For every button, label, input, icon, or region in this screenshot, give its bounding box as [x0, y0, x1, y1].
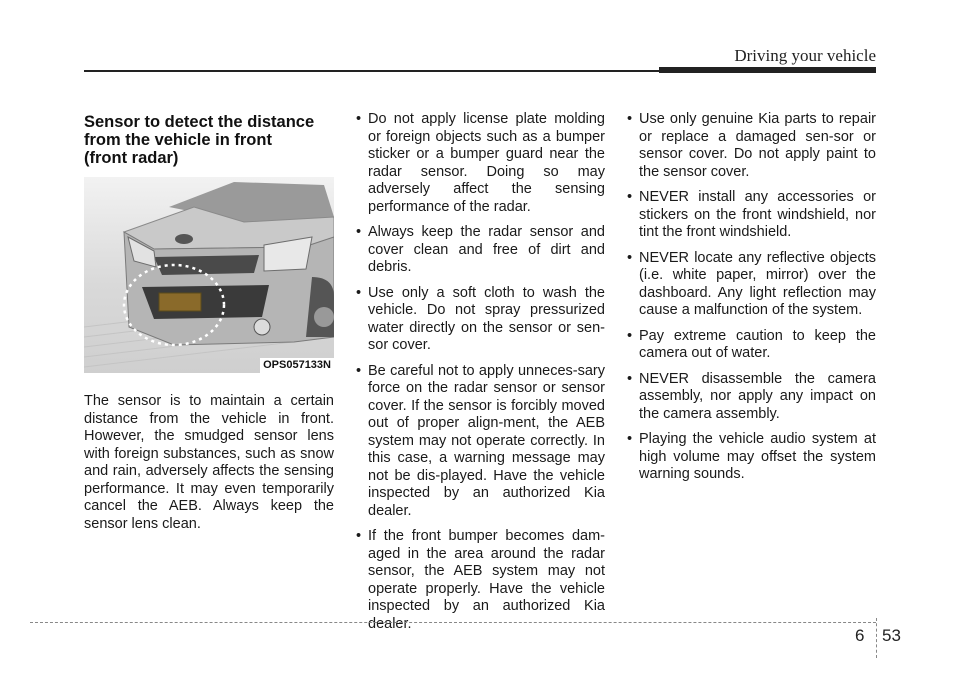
list-item-text: Always keep the radar sensor and cover clean and free of dirt and debris. [368, 224, 605, 275]
list-item [355, 111, 605, 216]
front-radar-figure [84, 177, 334, 373]
bullet-icon: • [627, 249, 633, 266]
list-item [355, 285, 605, 355]
list-item-text: Use only a soft cloth to wash the vehicle. Do not spray pressurized water directly on the sensor or sen-sor cover. [368, 284, 605, 353]
footer-rule [30, 622, 876, 623]
caution-list [626, 111, 876, 484]
list-item [626, 189, 876, 242]
car-front-illustration [84, 177, 334, 373]
list-item-text: Playing the vehicle audio system at high volume may offset the system warning sounds. [639, 431, 876, 482]
bullet-icon: • [627, 431, 633, 447]
list-item-text: NEVER install any accessories or stickers on the front windshield, nor tint the front windshield. [639, 189, 876, 240]
list-item-text: Do not apply license plate molding or foreign objects such as a bumper sticker or a bumper guard near the radar sensor. Doing so may adversely affect the sensing performance of the radar. [368, 111, 605, 215]
list-item-text: Be careful not to apply unneces-sary force on the radar sensor or sensor cover. If the sensor is forcibly moved out of proper align-ment, the AEB system may not operate correctly. In this case, a warning message may not be dis-played. Have the vehicle inspected by an authorized Kia dealer. [368, 362, 605, 519]
page-number: 53 [882, 626, 901, 645]
heading-line: (front radar) [84, 149, 179, 167]
left-column [84, 113, 334, 533]
list-item [626, 111, 876, 181]
body-paragraph: The sensor is to maintain a certain distance from the vehicle in front. However, the smudged sensor lens with foreign substances, such as snow and rain, adversely affects the sensing performance. It may even temporarily cancel the AEB. Always keep the sensor lens clean. [84, 393, 334, 532]
right-column [626, 111, 876, 492]
list-item [626, 431, 876, 484]
section-heading [84, 113, 334, 167]
bullet-icon: • [627, 327, 633, 344]
bullet-icon: • [356, 284, 362, 301]
figure-code: OPS057133N [260, 358, 334, 373]
bullet-icon: • [627, 111, 633, 127]
list-item-text: Use only genuine Kia parts to repair or replace a damaged sen-sor or sensor cover. Do not apply paint to the sensor cover. [639, 111, 876, 180]
bullet-icon: • [627, 370, 633, 387]
list-item-text: NEVER locate any reflective objects (i.e. white paper, mirror) over the dashboard. Any light reflection may cause a malfunction of the system. [639, 249, 876, 318]
list-item [355, 528, 605, 633]
page-number-divider [876, 618, 877, 658]
bullet-icon: • [356, 528, 362, 544]
heading-line: Sensor to detect the distance [84, 113, 315, 131]
bullet-icon: • [356, 362, 362, 379]
chapter-number: 6 [855, 626, 865, 645]
middle-column [355, 111, 605, 641]
bullet-icon: • [356, 111, 362, 127]
list-item-text: If the front bumper becomes dam-aged in the area around the radar sensor, the AEB system may not operate properly. Have the vehicle inspected by an authorized Kia dealer. [368, 528, 605, 632]
heading-line: from the vehicle in front [84, 131, 272, 149]
header-rule-accent [659, 67, 876, 73]
list-item [626, 328, 876, 363]
list-item-text: NEVER disassemble the camera assembly, nor apply any impact on the camera assembly. [639, 370, 876, 422]
bullet-icon: • [356, 224, 362, 240]
bullet-icon: • [627, 189, 633, 205]
list-item [355, 224, 605, 277]
list-item-text: Pay extreme caution to keep the camera out of water. [639, 327, 876, 361]
header-rule [84, 70, 659, 72]
list-item [626, 371, 876, 424]
list-item [626, 250, 876, 320]
list-item [355, 363, 605, 521]
header-title: Driving your vehicle [734, 46, 876, 65]
caution-list [355, 111, 605, 633]
